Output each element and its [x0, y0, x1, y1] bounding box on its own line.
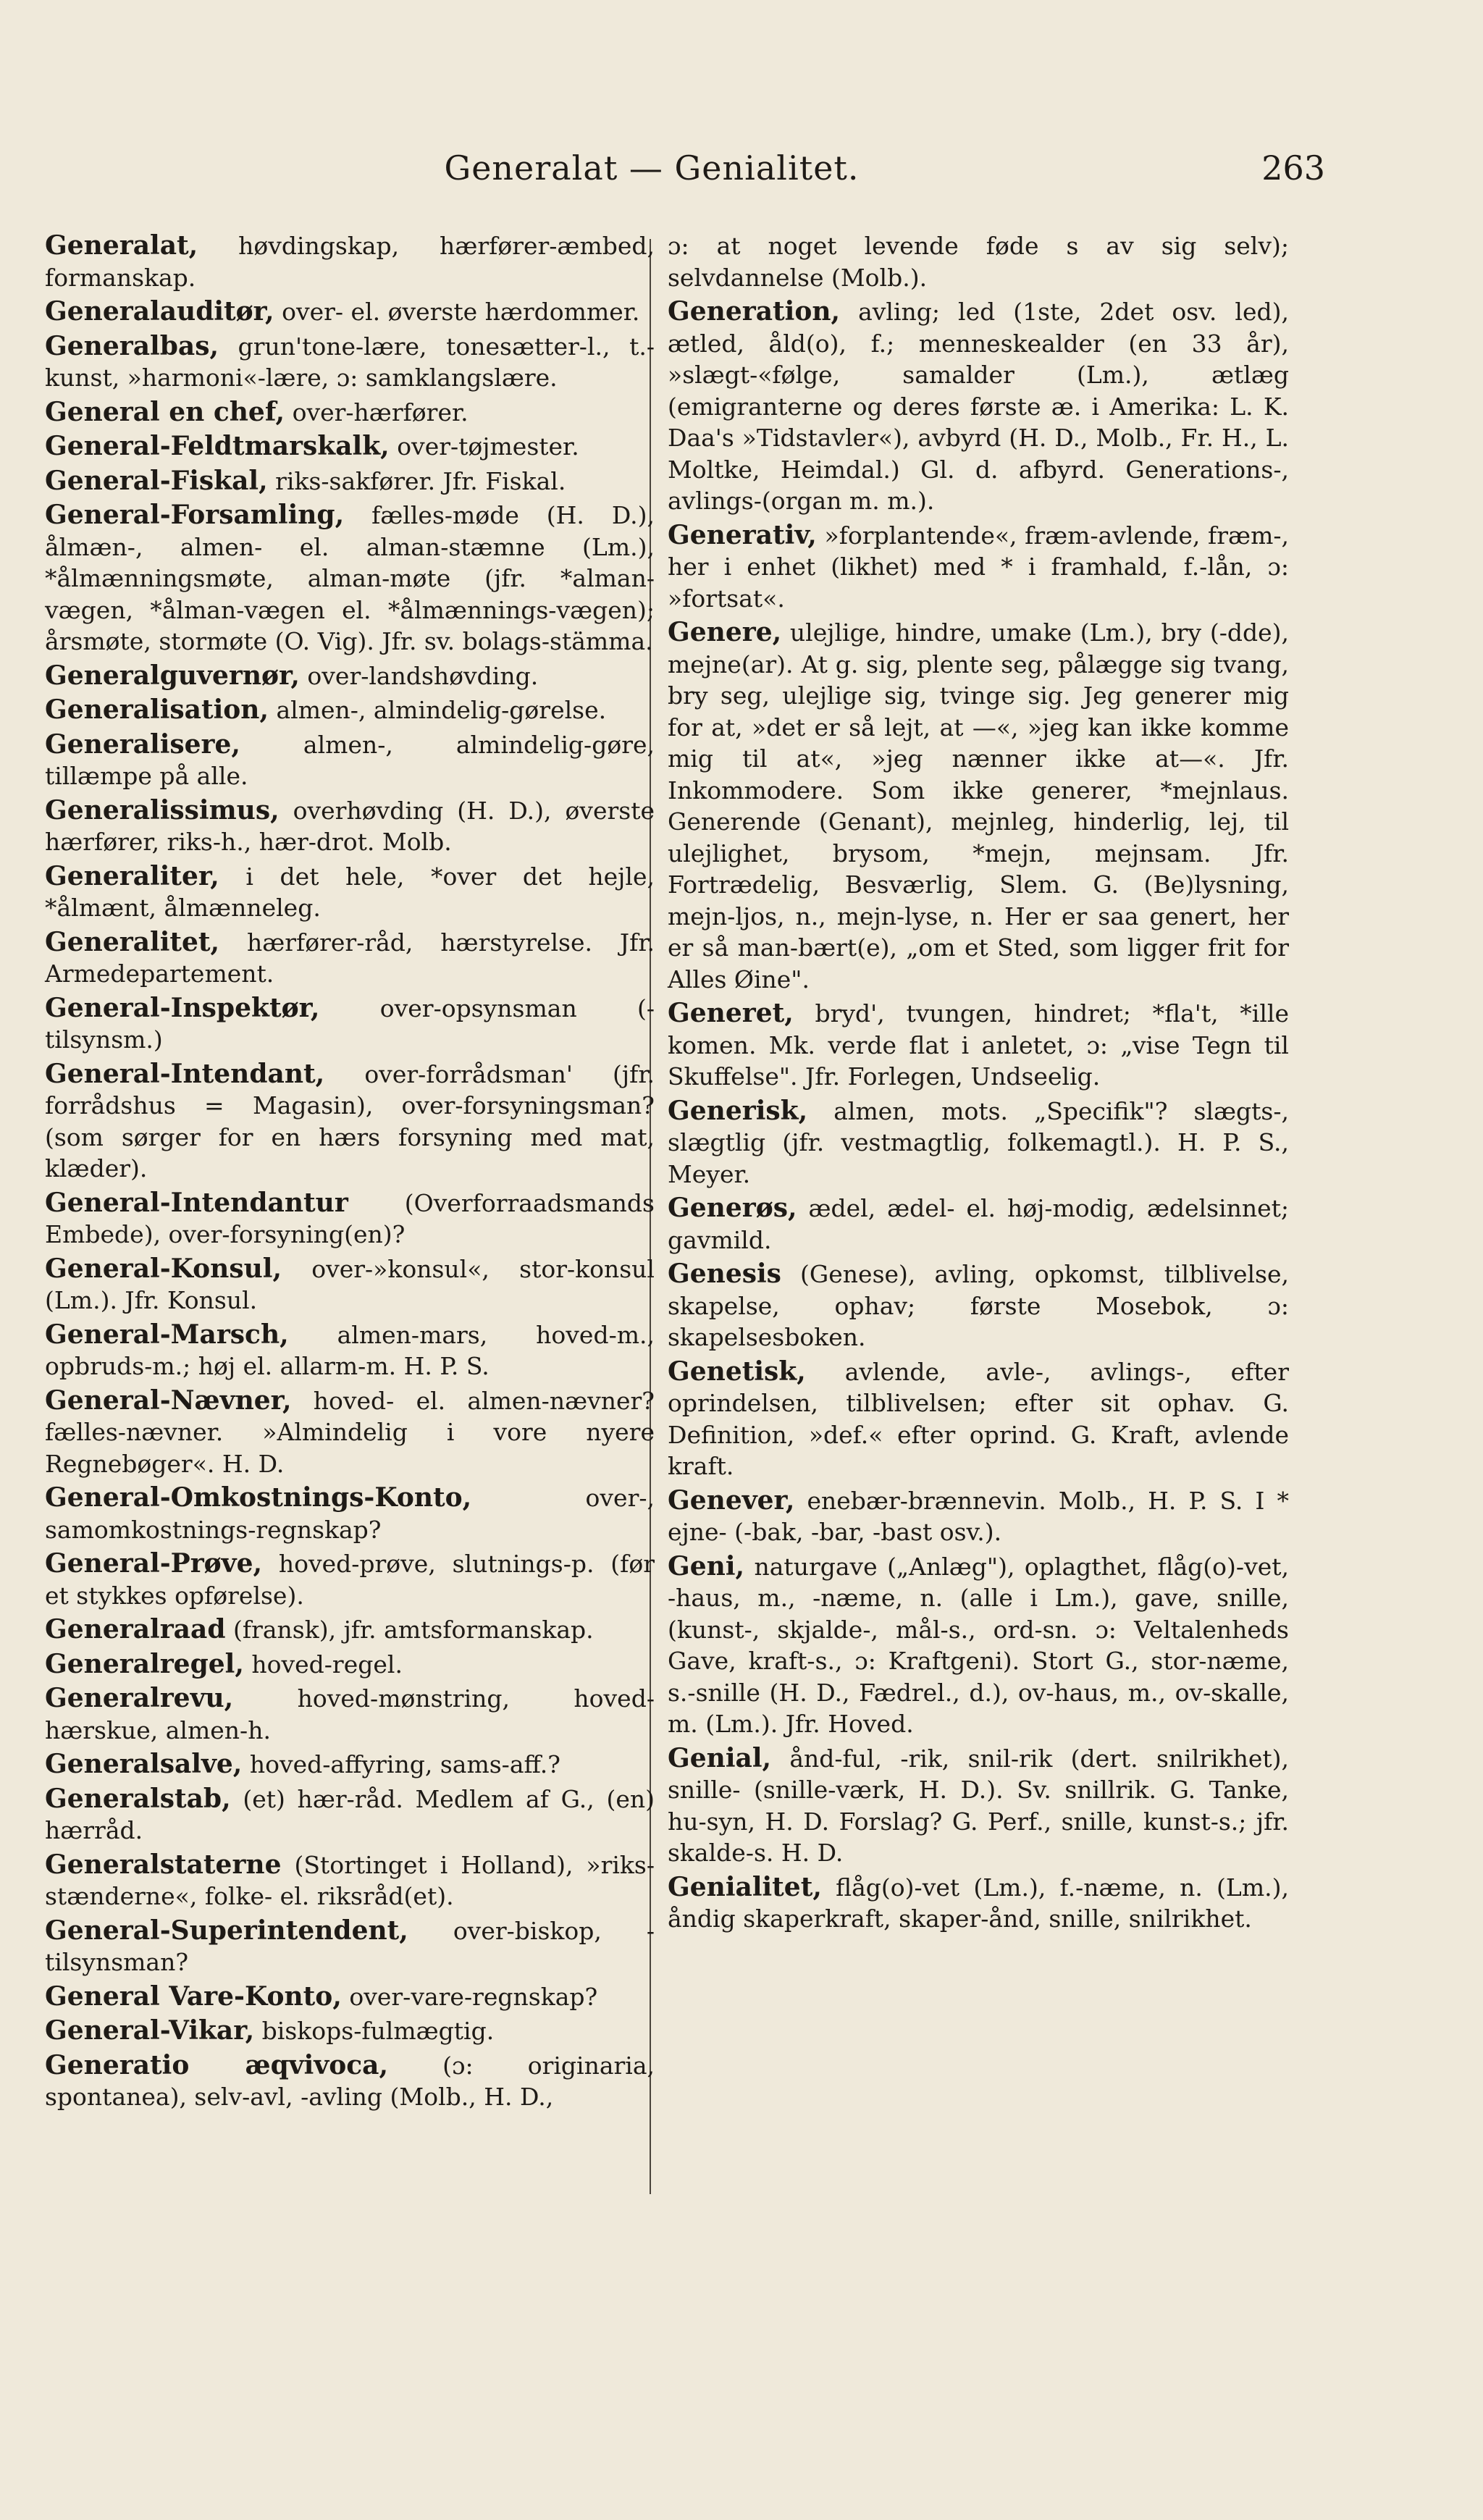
entry-definition: ædel, ædel- el. høj-modig, ædelsinnet; gavmild.: [668, 1194, 1289, 1254]
entry-headword: Generalrevu,: [45, 1683, 234, 1713]
entry-headword: General-Intendant,: [45, 1058, 325, 1089]
entry-headword: Generalraad: [45, 1614, 226, 1645]
dictionary-entry: [668, 1743, 1289, 1869]
entry-headword: General Vare-Konto,: [45, 1981, 342, 2012]
entry-definition: »forplantende«, fræm-avlende, fræm-, her i enhet (likhet) med * i framhald, f.-lån, ɔ: »fortsat«.: [668, 521, 1289, 613]
entry-headword: Generalstaterne: [45, 1849, 282, 1880]
entry-headword: Generalguvernør,: [45, 660, 300, 691]
page-number: 263: [1261, 148, 1325, 188]
dictionary-entry: [45, 1482, 655, 1545]
entry-headword: General-Omkostnings-Konto,: [45, 1482, 472, 1513]
entry-definition: fælles-møde (H. D.), ålmæn-, almen- el. alman-stæmne (Lm.), *ålmænningsmøte, alman-møte (jfr. *alman-vægen, *ålman-vægen el. *ålmænnings-vægen); årsmøte, stormøte (O. Vig). Jfr. sv. bolags-stämma.: [45, 501, 655, 655]
entry-definition: almen-, almindelig-gørelse.: [276, 696, 607, 724]
entry-definition: i det hele, *over det hejle, *ålmænt, ålmænneleg.: [45, 862, 655, 922]
entry-definition: hærfører-råd, hærstyrelse. Jfr. Armedepartement.: [45, 928, 655, 988]
entry-definition: over-hærfører.: [292, 398, 469, 427]
entry-headword: General en chef,: [45, 396, 285, 427]
entry-headword: Genetisk,: [668, 1356, 806, 1387]
entry-definition: overhøvding (H. D.), øverste hærfører, riks-h., hær-drot. Molb.: [45, 796, 655, 856]
entry-headword: Generalsalve,: [45, 1749, 243, 1779]
dictionary-entry: [45, 1059, 655, 1185]
entry-headword: Generisk,: [668, 1095, 808, 1126]
entry-headword: General-Inspektør,: [45, 992, 320, 1023]
dictionary-entry: [668, 998, 1289, 1093]
entry-headword: Genever,: [668, 1484, 795, 1516]
entry-headword: General-Konsul,: [45, 1253, 282, 1284]
entry-headword: Generalisere,: [45, 728, 240, 760]
entry-definition: hoved-prøve, slutnings-p. (før et stykkes opførelse).: [45, 1550, 655, 1610]
entry-definition: avlende, avle-, avlings-, efter oprindelsen, tilblivelsen; efter sit ophav. G. Definition, »def.« efter oprind. G. Kraft, avlende kraft.: [668, 1357, 1289, 1480]
dictionary-entry: [668, 1096, 1289, 1190]
dictionary-entry: [45, 1188, 655, 1251]
page-header-title: Generalat — Genialitet.: [444, 148, 860, 188]
entry-headword: Generalitet,: [45, 926, 220, 957]
entry-definition: (et) hær-råd. Medlem af G., (en) hærråd.: [45, 1784, 655, 1844]
entry-headword: Generatio æqvivoca,: [45, 2049, 389, 2080]
entry-definition: flåg(o)-vet (Lm.), f.-næme, n. (Lm.), åndig skaperkraft, skaper-ånd, snille, snilrikhet.: [668, 1873, 1289, 1933]
entry-definition: over-opsynsman (-tilsynsm.): [45, 994, 655, 1054]
dictionary-entry: [668, 520, 1289, 615]
entry-headword: General-Vikar,: [45, 2015, 255, 2046]
dictionary-entry: [45, 1915, 655, 1978]
entry-definition: grun'tone-lære, tonesætter-l., t.-kunst, »harmoni«-lære, ɔ: samklangslære.: [45, 332, 655, 392]
entry-definition: hoved- el. almen-nævner? fælles-nævner. »Almindelig i vore nyere Regnebøger«. H. D.: [45, 1386, 655, 1478]
entry-definition: almen-, almindelig-gøre, tillæmpe på alle.: [45, 730, 655, 790]
entry-headword: Generalstab,: [45, 1783, 231, 1814]
entry-definition: almen-mars, hoved-m., opbruds-m.; høj el. allarm-m. H. P. S.: [45, 1320, 655, 1380]
entry-definition: over-biskop, -tilsynsman?: [45, 1916, 655, 1976]
dictionary-entry: [45, 1981, 655, 2013]
dictionary-entry: [45, 2015, 655, 2047]
entry-headword: Generalauditør,: [45, 296, 274, 327]
entry-headword: Genial,: [668, 1742, 772, 1773]
entry-definition: biskops-fulmægtig.: [261, 2017, 495, 2045]
dictionary-entry: [668, 1259, 1289, 1353]
dictionary-entry: [45, 694, 655, 726]
dictionary-entry: [45, 230, 655, 293]
dictionary-entry: [45, 2050, 655, 2113]
entry-headword: General-Superintendent,: [45, 1915, 408, 1946]
entry-definition: ånd-ful, -rik, snil-rik (dert. snilrikhet), snille- (snille-værk, H. D.). Sv. snillrik. G. Tanke, hu-syn, H. D. Forslag? G. Perf., snille, kunst-s.; jfr. skalde-s. H. D.: [668, 1744, 1289, 1867]
entry-headword: General-Forsamling,: [45, 500, 345, 530]
dictionary-entry: [45, 660, 655, 692]
dictionary-entry: [668, 1872, 1289, 1935]
dictionary-entry: [45, 296, 655, 328]
dictionary-entry: [45, 1784, 655, 1847]
entry-definition: høvdingskap, hærfører-æmbed, formanskap.: [45, 232, 655, 292]
entry-headword: Genere,: [668, 617, 782, 647]
entry-headword: Generalbas,: [45, 330, 219, 361]
entry-headword: General-Feldtmarskalk,: [45, 431, 390, 461]
entry-headword: Genesis: [668, 1259, 781, 1289]
entry-definition: over- el. øverste hærdommer.: [282, 298, 640, 326]
entry-headword: General-Marsch,: [45, 1319, 289, 1350]
dictionary-entry: [45, 729, 655, 792]
dictionary-entry: [668, 296, 1289, 517]
entry-headword: Generativ,: [668, 519, 817, 550]
dictionary-entry: [45, 1683, 655, 1746]
dictionary-entry: [45, 1253, 655, 1316]
dictionary-entry: [45, 861, 655, 924]
entry-definition: over-landshøvding.: [307, 661, 539, 690]
entry-headword: General-Nævner,: [45, 1385, 292, 1416]
dictionary-entry: [45, 431, 655, 463]
entry-definition: (Overforraadsmands Embede), over-forsyning(en)?: [45, 1188, 655, 1248]
entry-headword: Generation,: [668, 296, 841, 327]
entry-headword: Geni,: [668, 1550, 745, 1582]
dictionary-entry: [45, 466, 655, 497]
entry-headword: Generalregel,: [45, 1648, 244, 1679]
entry-definition: ɔ: at noget levende føde s av sig selv); selvdannelse (Molb.).: [668, 232, 1289, 292]
dictionary-entry: [45, 397, 655, 429]
entry-definition: ulejlige, hindre, umake (Lm.), bry (-dde), mejne(ar). At g. sig, plente seg, pålægge sig tvang, bry seg, ulejlige sig, tvinge sig. Jeg generer mig for at, »det er så lejt, at —«, »jeg kan ikke komme mig til at«, »jeg nænner ikke at—«. Jfr. Inkommodere. Som ikke generer, *mejnlaus. Generende (Genant), mejnleg, hinderlig, lej, til ulejlighet, brysom, *mejn, mejnsam. Jfr. Fortrædelig, Besværlig, Slem. G. (Be)lysning, mejn-ljos, n., mejn-lyse, n. Her er saa genert, her er så man-bært(e), „om et Sted, som ligger frit for Alles Øine".: [668, 618, 1289, 994]
entry-definition: (ɔ: originaria, spontanea), selv-avl, -avling (Molb., H. D.,: [45, 2051, 655, 2111]
dictionary-entry: [45, 795, 655, 858]
entry-headword: General-Fiskal,: [45, 465, 268, 496]
entry-definition: hoved-regel.: [251, 1650, 403, 1679]
dictionary-entry: [45, 1614, 655, 1646]
entry-headword: Generalat,: [45, 230, 198, 261]
dictionary-entry: [45, 1319, 655, 1382]
entry-headword: General-Intendantur: [45, 1187, 348, 1218]
dictionary-entry: [45, 927, 655, 990]
entry-definition: over-vare-regnskap?: [349, 1982, 598, 2011]
dictionary-entry: [45, 1849, 655, 1912]
dictionary-entry: [45, 1649, 655, 1681]
dictionary-entry: [668, 1551, 1289, 1740]
entry-definition: over-»konsul«, stor-konsul (Lm.). Jfr. Konsul.: [45, 1254, 655, 1314]
dictionary-entry: [45, 993, 655, 1056]
dictionary-entry: [45, 1749, 655, 1781]
entry-headword: Generalissimus,: [45, 794, 280, 826]
entry-definition: enebær-brænnevin. Molb., H. P. S. I * ejne- (-bak, -bar, -bast osv.).: [668, 1486, 1289, 1546]
entry-headword: Genialitet,: [668, 1871, 822, 1902]
dictionary-entry: [45, 500, 655, 658]
entry-definition: riks-sakfører. Jfr. Fiskal.: [275, 466, 566, 495]
entry-definition: (Genese), avling, opkomst, tilblivelse, skapelse, ophav; første Mosebok, ɔ: skapelsesboken.: [668, 1260, 1289, 1351]
entry-definition: over-forrådsman' (jfr. forrådshus = Magasin), over-forsyningsman? (som sørger for en hærs forsyning med mat, klæder).: [45, 1059, 655, 1183]
entry-definition: over-tøjmester.: [397, 432, 579, 461]
dictionary-entry: [668, 230, 1289, 293]
entry-definition: almen, mots. „Specifik"? slægts-, slægtlig (jfr. vestmagtlig, folkemagtl.). H. P. S., Meyer.: [668, 1096, 1289, 1188]
entry-definition: (fransk), jfr. amtsformanskap.: [233, 1616, 594, 1644]
entry-headword: Generet,: [668, 998, 794, 1028]
dictionary-entry: [668, 1193, 1289, 1256]
entry-definition: over-, samomkostnings-regnskap?: [45, 1484, 655, 1544]
left-column: [45, 230, 655, 2116]
entry-definition: bryd', tvungen, hindret; *fla't, *ille komen. Mk. verde flat i anletet, ɔ: „vise Tegn til Skuffelse". Jfr. Forlegen, Undseelig.: [668, 999, 1289, 1091]
entry-definition: (Stortinget i Holland), »riks-stænderne«, folke- el. riksråd(et).: [45, 1850, 655, 1910]
dictionary-entry: [668, 1485, 1289, 1548]
dictionary-entry: [668, 1356, 1289, 1482]
entry-definition: naturgave („Anlæg"), oplagthet, flåg(o)-vet, -haus, m., -næme, n. (alle i Lm.), gave, snille, (kunst-, skjalde-, mål-s., ord-sn. ɔ: Veltalenheds Gave, kraft-s., ɔ: Kraftgeni). Stort G., stor-næme, s.-snille (H. D., Fædrel., d.), ov-haus, m., ov-skalle, m. (Lm.). Jfr. Hoved.: [668, 1552, 1289, 1738]
entry-headword: General-Prøve,: [45, 1548, 263, 1579]
entry-headword: Generaliter,: [45, 860, 219, 891]
entry-headword: Generøs,: [668, 1193, 797, 1223]
entry-definition: hoved-affyring, sams-aff.?: [249, 1750, 560, 1778]
dictionary-entry: [45, 331, 655, 394]
dictionary-entry: [45, 1385, 655, 1480]
dictionary-entry: [668, 617, 1289, 995]
right-column: [668, 230, 1289, 1938]
entry-headword: Generalisation,: [45, 694, 269, 725]
entry-definition: hoved-mønstring, hoved-hærskue, almen-h.: [45, 1684, 655, 1744]
dictionary-entry: [45, 1548, 655, 1611]
entry-definition: avling; led (1ste, 2det osv. led), ætled, åld(o), f.; menneskealder (en 33 år), »slægt-«følge, samalder (Lm.), ætlæg (emigranterne og deres første æ. i Amerika: L. K. Daa's »Tidstavler«), avbyrd (H. D., Molb., Fr. H., L. Moltke, Heimdal.) Gl. d. afbyrd. Generations-, avlings-(organ m. m.).: [668, 298, 1289, 515]
